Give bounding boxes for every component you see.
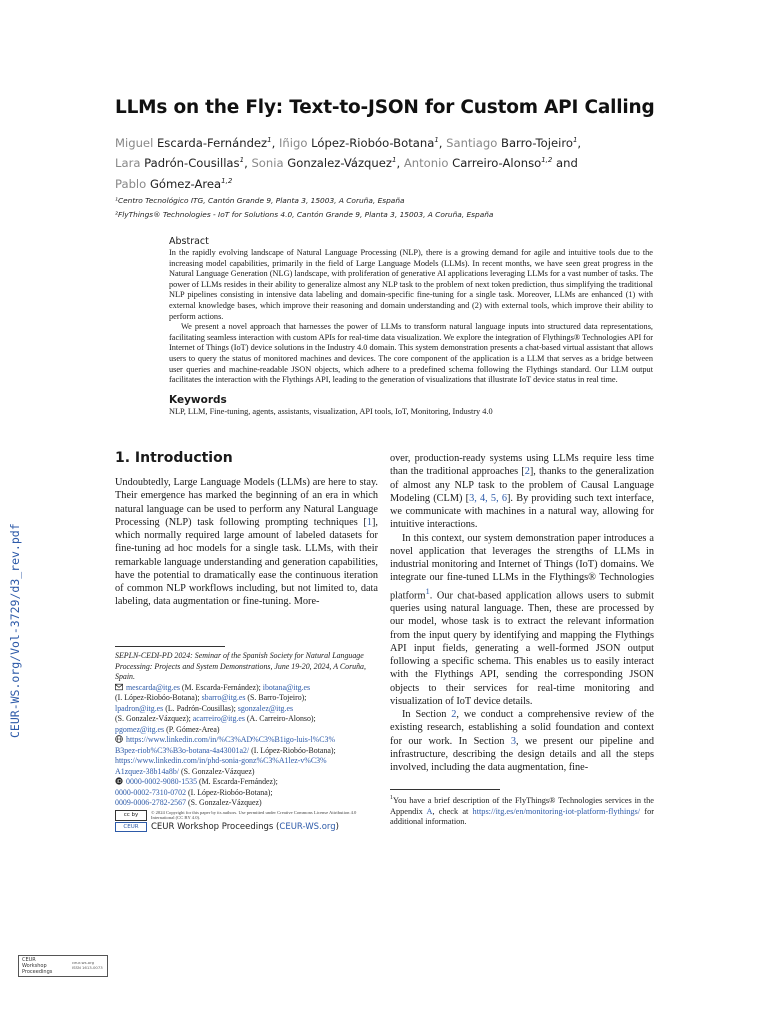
author: Santiago Barro-Tojeiro$^1$, <box>446 135 582 150</box>
email-link[interactable]: acarreiro@itg.es <box>192 714 245 723</box>
orcid-list: iD 0000-0002-9080-1535 (M. Escarda-Fernández); 0000-0002-7310-0702 (I. López-Riobóo-Botana); 0009-0006-2782-2567 (S. Gonzalez-Vázquez) <box>115 777 278 807</box>
right-column <box>390 452 654 774</box>
front-matter-footnote <box>115 638 378 833</box>
author-list <box>115 132 655 193</box>
left-column <box>115 476 378 609</box>
section-link[interactable]: 3 <box>510 735 516 747</box>
footnote-marker[interactable]: 1 <box>425 585 430 596</box>
orcid-link[interactable]: 0009-0006-2782-2567 <box>115 798 187 807</box>
author: Miguel Escarda-Fernández$^1$, <box>115 135 279 150</box>
affiliations <box>115 194 675 221</box>
page-footnote: $^1$You have a brief description of the FlyThings® Technologies services in the Appendix A, check at https://itg.es/en/monitoring-iot-platform-flythings/ for additional information. <box>390 789 654 828</box>
abstract-section <box>169 236 653 417</box>
license-text: © 2024 Copyright for this paper by its authors. Use permitted under Creative Commons License Attribution 4.0 International (CC BY 4.0). <box>151 809 357 821</box>
body-paragraph: In Section 2, we conduct a comprehensive review of the existing research, establishing a solid foundation and context for our work. In Section 3, we present our pipeline and infrastructure, describing the design details and all the steps involved, including the data augmentation, fine- <box>390 709 654 774</box>
web-link[interactable]: A1zquez-38b14a8b/ <box>115 766 179 776</box>
author: Antonio Carreiro-Alonso$^{1,2}$ and <box>403 156 578 171</box>
footnote-rule <box>390 789 500 790</box>
envelope-icon <box>115 683 123 691</box>
author: Pablo Gómez-Area$^{1,2}$ <box>115 176 233 191</box>
abstract-paragraph: We present a novel approach that harnesses the power of LLMs to transform natural language inputs into structured data representations, facilitating seamless interaction with custom APIs for real-time data visualization. We explore the integration of Flythings® Technologies API for Internet of Things (IoT) device solutions in the Industry 4.0 domain. This system demonstration presents a chat-based virtual assistant that allows users to query the status of monitored machines and devices. The core component of the application is a LLM that serves as a bridge between user queries and machine-readable JSON objects, which adhere to a predefined schema following the Flythings standard. Our LLM output facilitates the interaction with the Flythings API, leading to the generation of visualizations that illustrate IoT device status in real time. <box>169 322 653 385</box>
side-pdf-url[interactable]: CEUR-WS.org/Vol-3729/d3_rev.pdf <box>8 523 22 738</box>
web-link[interactable]: https://www.linkedin.com/in/phd-sonia-gonz%C3%A1lez-v%C3% <box>115 756 327 765</box>
conference-note: SEPLN-CEDI-PD 2024: Seminar of the Spanish Society for Natural Language Processing: Projects and System Demonstrations, June 19-20, 2024, A Coruña, Spain. <box>115 651 366 681</box>
body-paragraph: In this context, our system demonstration paper introduces a novel application that leverages the strengths of LLMs in industrial monitoring and Internet of Things (IoT) domains. We integrate our fine-tuned LLMs in the Flythings® Technologies platform$^1$. Our chat-based application allows users to submit queries using natural language. Then, these are processed by our model, whose task is to extract the relevant information from the input query by identifying and mapping the Flythings API input fields, generating a well-formed JSON output following a specific schema. This enables us to easily interact with the Flythings API, sending the corresponding JSON objects to their services for real-time monitoring and visualization of IoT device details. <box>390 532 654 707</box>
orcid-icon <box>115 777 123 785</box>
email-link[interactable]: mescarda@itg.es <box>126 682 180 692</box>
author: Lara Padrón-Cousillas$^1$, <box>115 156 252 171</box>
globe-icon <box>115 735 123 743</box>
web-link[interactable]: https://www.linkedin.com/in/%C3%AD%C3%B1igo-luis-l%C3% <box>126 735 336 744</box>
ceur-corner-logo: CEUR Workshop Proceedings ceur-ws.org ISSN 1613-0073 <box>18 955 108 977</box>
email-link[interactable]: lpadron@itg.es <box>115 703 164 713</box>
body-paragraph: over, production-ready systems using LLMs require less time than the traditional approaches [2], thanks to the generalization of almost any NLP task to the problem of Causal Language Modeling (CLM) [3, 4, 5, 6]. By providing such text interface, we communicate with machines in a natural way, allowing for intuitive interactions. <box>390 453 654 531</box>
citation-link[interactable]: 3, 4, 5, 6 <box>469 492 507 504</box>
svg-text:iD: iD <box>116 779 122 785</box>
citation-link[interactable]: 2 <box>524 466 530 478</box>
ceur-link[interactable]: CEUR-WS.org <box>279 822 336 833</box>
email-link[interactable]: sbarro@itg.es <box>201 693 246 702</box>
abstract-heading: Abstract <box>169 236 209 247</box>
orcid-link[interactable]: 0000-0002-9080-1535 <box>126 777 198 786</box>
ceur-logo: CEUR <box>115 822 147 832</box>
license-row <box>115 810 378 822</box>
author: Iñigo López-Riobóo-Botana$^1$, <box>279 135 447 150</box>
body-paragraph: Undoubtedly, Large Language Models (LLMs) are here to stay. Their emergence has marked the beginning of an era in which natural language can be used to perform any Natural Language Processing (NLP) task following prompting techniques [1], which normally required large amount of labeled datasets for fine-tuning ad hoc models for a single task. LLMs, with their remarkable language understanding and generation capabilities, have the potential to dramatically ease the continuous iteration of common NLP workflows including, but not limited to, data labeling, data augmentation or fine-tuning. More- <box>115 477 378 608</box>
orcid-link[interactable]: 0000-0002-7310-0702 <box>115 787 187 797</box>
section-link[interactable]: 2 <box>451 709 457 721</box>
affiliation: ²FlyThings® Technologies - IoT for Solutions 4.0, Cantón Grande 9, Planta 3, 15003, A Coruña, España <box>115 209 494 219</box>
citation-link[interactable]: 1 <box>366 516 372 528</box>
email-link[interactable]: pgomez@itg.es <box>115 724 165 734</box>
keywords-text: NLP, LLM, Fine-tuning, agents, assistants, visualization, API tools, IoT, Monitoring, Industry 4.0 <box>169 406 493 416</box>
ceur-proceedings-row: CEUR CEUR Workshop Proceedings (CEUR-WS.org) <box>115 822 378 833</box>
email-link[interactable]: ibotana@itg.es <box>262 682 311 692</box>
section-heading: 1. Introduction <box>115 450 233 466</box>
footnote-url[interactable]: https://itg.es/en/monitoring-iot-platform-flythings/ <box>472 806 641 816</box>
web-link[interactable]: B3pez-riob%C3%B3o-botana-4a43001a2/ <box>115 745 250 755</box>
footnote-rule <box>115 646 225 647</box>
affiliation: ¹Centro Tecnológico ITG, Cantón Grande 9, Planta 3, 15003, A Coruña, España <box>115 196 405 205</box>
paper-title: LLMs on the Fly: Text-to-JSON for Custom API Calling <box>115 97 655 118</box>
email-list: mescarda@itg.es (M. Escarda-Fernández); ibotana@itg.es (I. López-Riobóo-Botana); sbarro@itg.es (S. Barro-Tojeiro); lpadron@itg.es (L. Padrón-Cousillas); sgonzalez@itg.es (S. Gonzalez-Vázquez); acarreiro@itg.es (A. Carreiro-Alonso); pgomez@itg.es (P. Gómez-Area) <box>115 682 316 734</box>
appendix-link[interactable]: A <box>426 806 433 816</box>
keywords-heading: Keywords <box>169 393 227 406</box>
email-link[interactable]: sgonzalez@itg.es <box>237 703 294 713</box>
abstract-paragraph: In the rapidly evolving landscape of Natural Language Processing (NLP), there is a growing demand for agile and intuitive tools due to the increasing model capabilities, primarily in the field of Large Language Models (LLMs). In recent months, we have seen great progress in the Natural Language Generation (NLG) landscape, with proliferation of generative AI applications leveraging LLMs for a vast number of tasks. The power of LLMs resides in their ability to generalize almost any NLP task to the problem of next token prediction, thus simplifying the traditional NLP pipelines consisting in intensive data labeling and domain-specific fine-tuning for a single task. Moreover, LLMs are enhanced (1) with external knowledge bases, which improve their reasoning and domain understanding and (2) with external tools, which improve their ability to perform actions. <box>169 248 653 321</box>
web-list: https://www.linkedin.com/in/%C3%AD%C3%B1igo-luis-l%C3% B3pez-riob%C3%B3o-botana-4a43001a2/ (I. López-Riobóo-Botana); https://www.linkedin.com/in/phd-sonia-gonz%C3%A1lez-v%C3% A1zquez-38b14a8b/ (S. Gonzalez-Vázquez) <box>115 735 336 776</box>
cc-by-badge: cc by <box>115 810 147 821</box>
author: Sonia Gonzalez-Vázquez$^1$, <box>251 156 404 171</box>
